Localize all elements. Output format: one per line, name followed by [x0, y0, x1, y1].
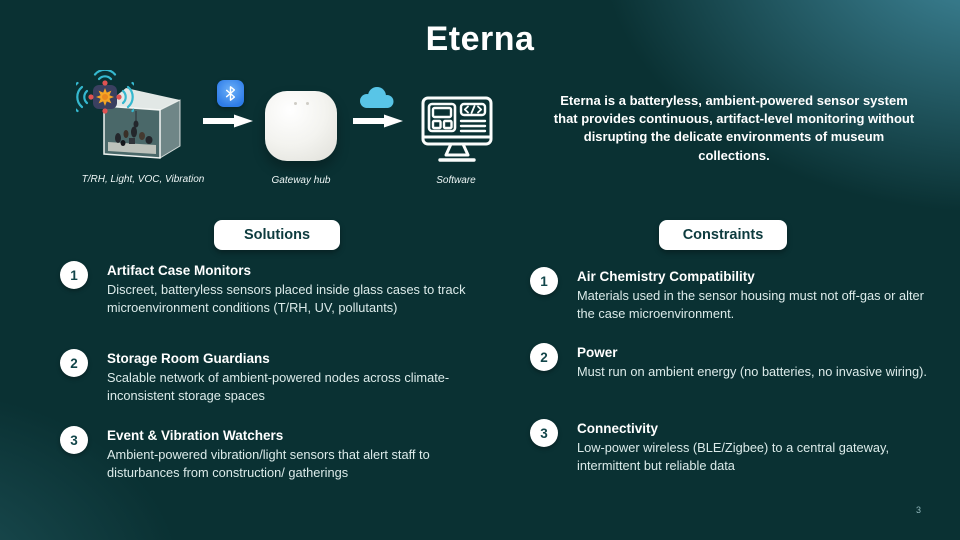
gateway-caption: Gateway hub: [271, 175, 331, 186]
slide-title: Eterna: [425, 20, 535, 58]
item-body: Low-power wireless (BLE/Zigbee) to a central gateway, intermittent but reliable data: [577, 440, 890, 473]
software-monitor-icon: [421, 96, 493, 164]
item-number-badge: 2: [530, 343, 558, 371]
software-caption: Software: [436, 175, 476, 186]
item-number-badge: 1: [60, 261, 88, 289]
intro-paragraph: Eterna is a batteryless, ambient-powered sensor system that provides continuous, artifact-level monitoring without disrupting the delicate environments of museum collections.: [553, 93, 915, 163]
constraints-badge: Constraints: [659, 220, 787, 250]
list-item: [530, 419, 890, 474]
list-item: [530, 267, 924, 322]
item-title: Storage Room Guardians: [107, 351, 270, 366]
item-body: Materials used in the sensor housing must not off-gas or alter the case microenvironment.: [577, 288, 924, 321]
list-item: [60, 261, 466, 316]
list-item: [60, 349, 450, 404]
list-item: [60, 426, 444, 481]
item-number-badge: 1: [530, 267, 558, 295]
item-title: Power: [577, 345, 618, 360]
item-body: Scalable network of ambient-powered nodes across climate-inconsistent storage spaces: [107, 370, 450, 403]
right-arrow-icon: [203, 114, 253, 128]
item-number-badge: 2: [60, 349, 88, 377]
item-number-badge: 3: [60, 426, 88, 454]
item-title: Connectivity: [577, 421, 659, 436]
cloud-icon: [357, 84, 395, 110]
list-item: [530, 343, 927, 381]
sensor-caption: T/RH, Light, VOC, Vibration: [81, 174, 205, 185]
sensor-node-icon: [76, 70, 134, 128]
hub-led: [306, 102, 309, 105]
gateway-hub-illustration: [265, 91, 337, 161]
item-body: Discreet, batteryless sensors placed inside glass cases to track microenvironment conditions (T/RH, UV, pollutants): [107, 282, 466, 315]
hub-led: [294, 102, 297, 105]
item-body: Ambient-powered vibration/light sensors that alert staff to disturbances from construction/ gatherings: [107, 447, 430, 480]
item-number-badge: 3: [530, 419, 558, 447]
item-body: Must run on ambient energy (no batteries, no invasive wiring).: [577, 364, 927, 380]
item-title: Air Chemistry Compatibility: [577, 269, 755, 284]
page-number: 3: [916, 505, 922, 515]
solutions-badge: Solutions: [214, 220, 340, 250]
item-title: Event & Vibration Watchers: [107, 428, 284, 443]
right-arrow-icon: [353, 114, 403, 128]
item-title: Artifact Case Monitors: [107, 263, 252, 278]
bluetooth-icon: [217, 80, 244, 107]
hub-leds: [265, 102, 337, 105]
